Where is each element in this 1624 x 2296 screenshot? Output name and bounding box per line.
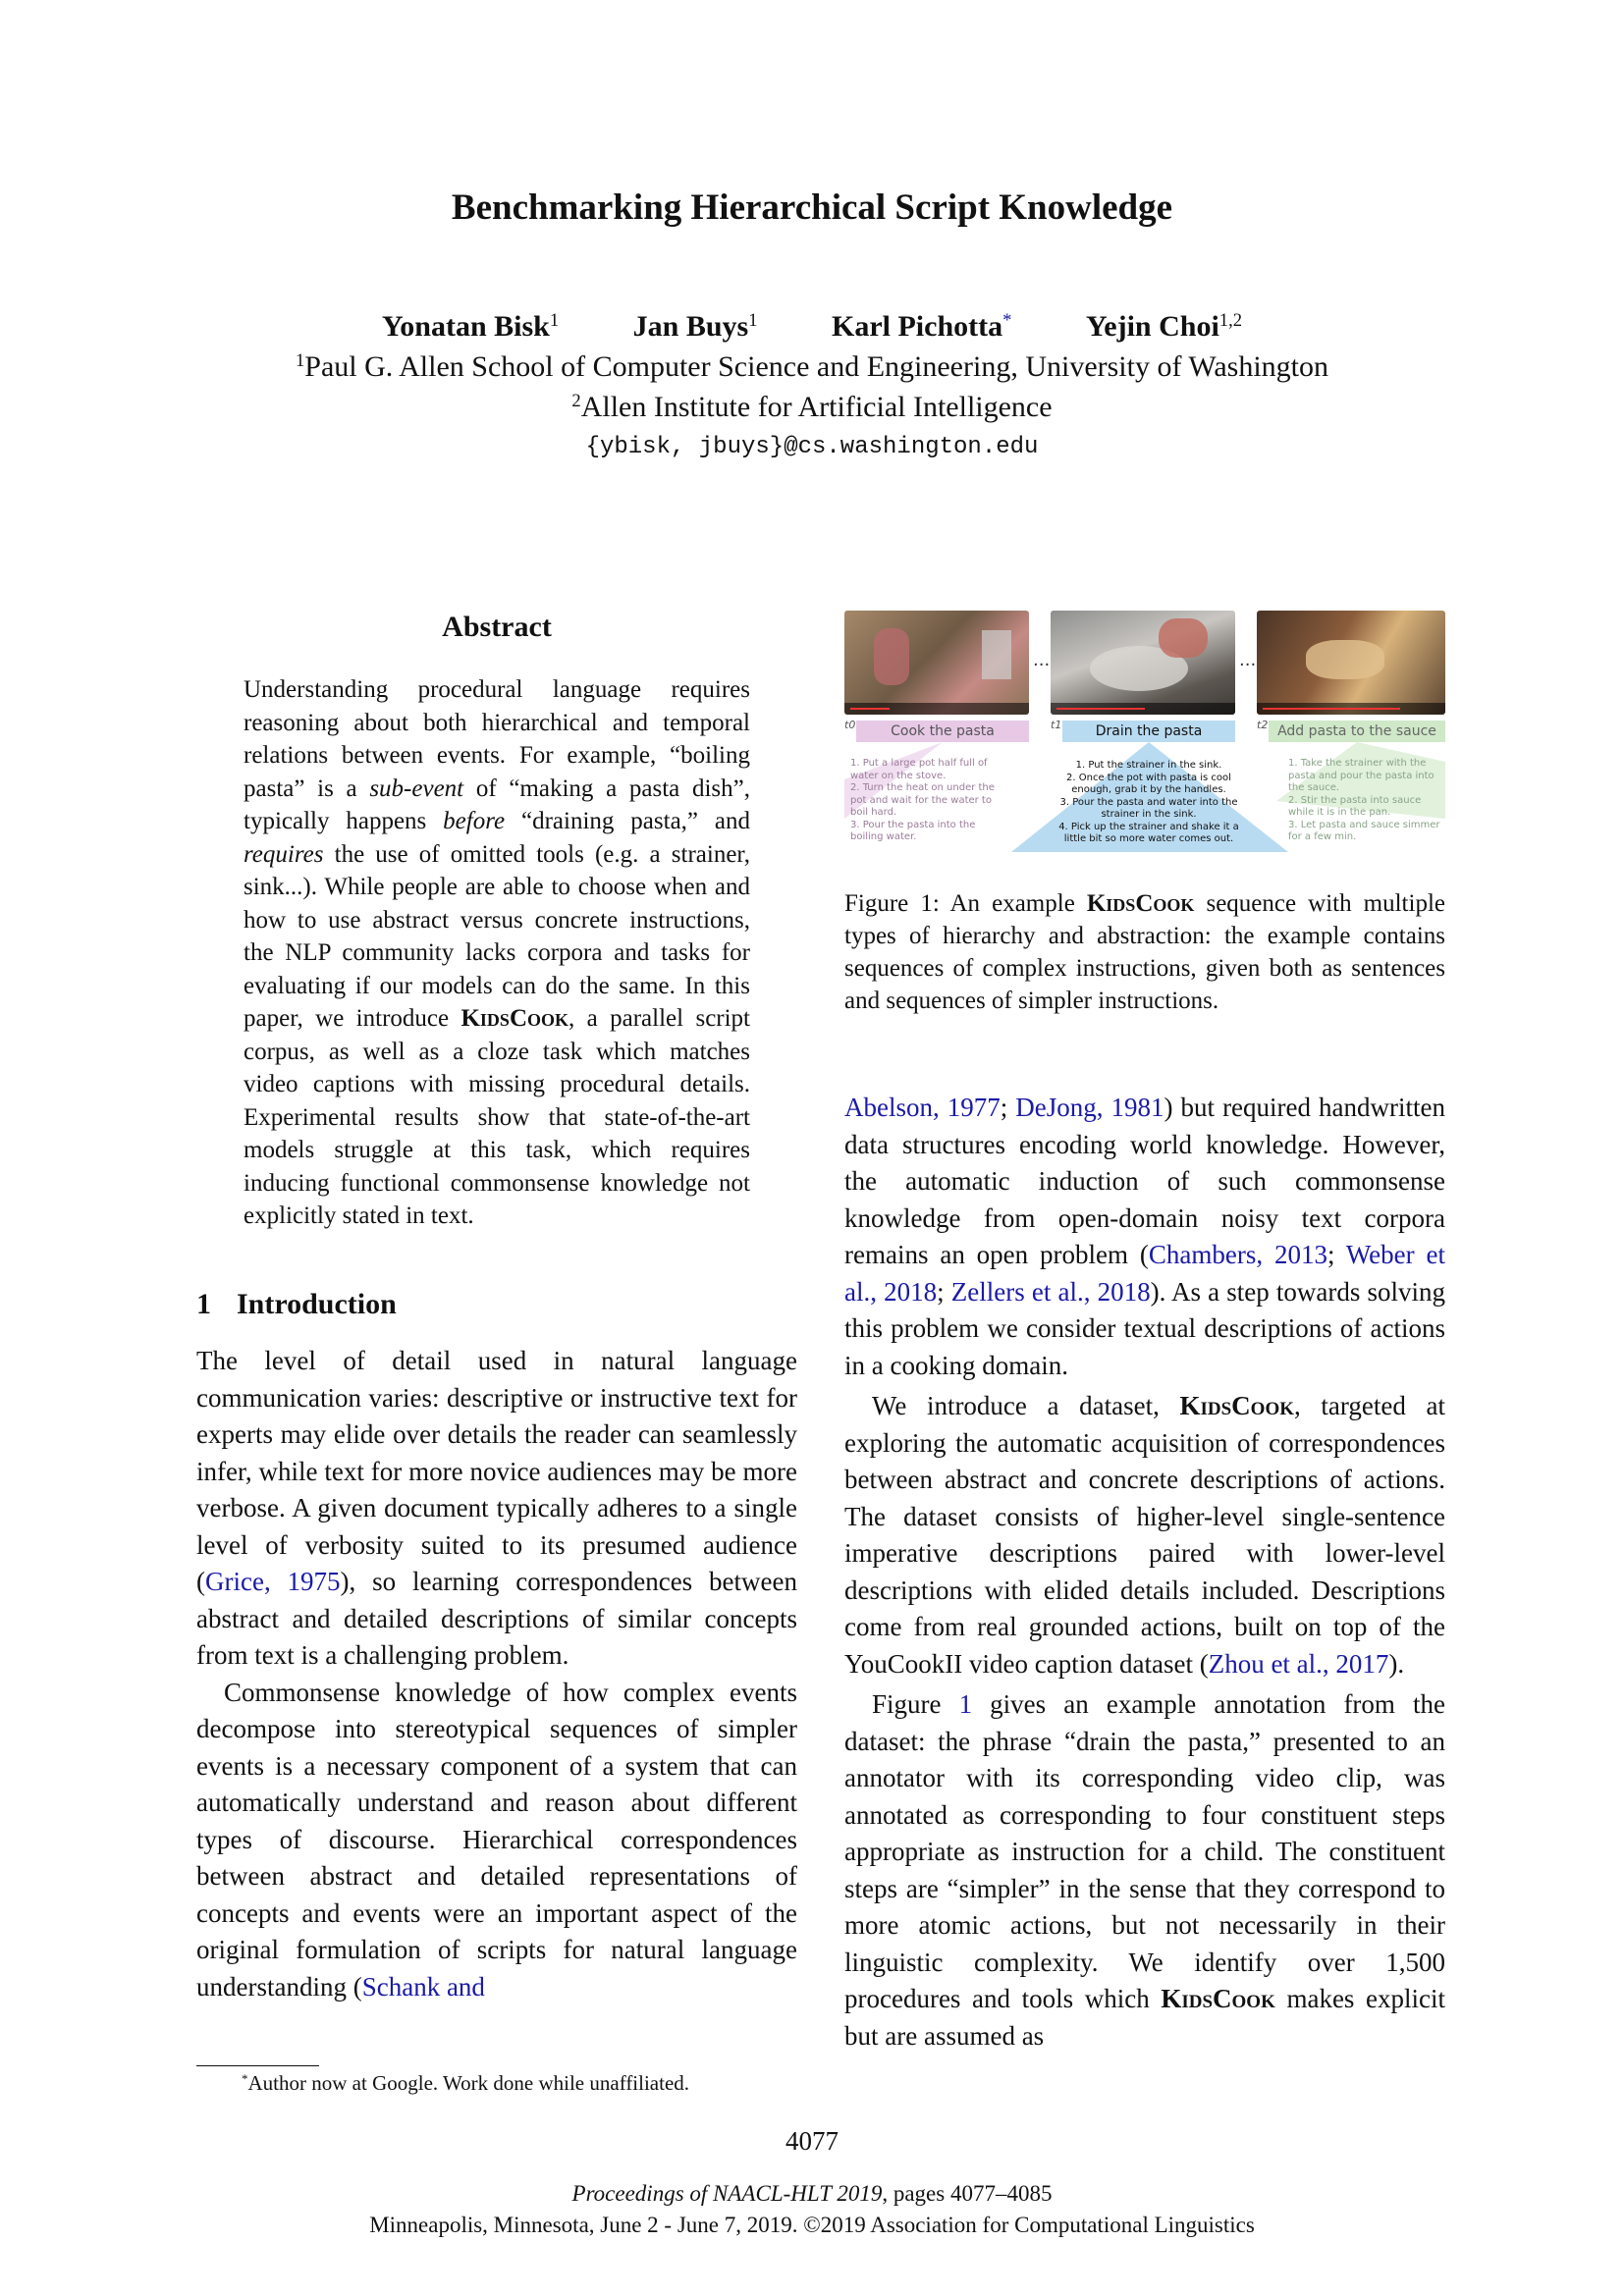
figure-1 <box>844 611 1445 860</box>
author: Jan Buys$^1$ <box>632 309 758 343</box>
footnote: *Author now at Google. Work done while unaffiliated. <box>242 2070 690 2095</box>
footer-location: Minneapolis, Minnesota, June 2 - June 7, 2019. ©2019 Association for Computational Linguistics <box>369 2213 1255 2237</box>
time-label: t2 <box>1257 719 1269 731</box>
author: Karl Pichotta* <box>832 309 1012 343</box>
intro-left-column <box>196 1343 797 2005</box>
ellipsis: ... <box>1033 650 1051 670</box>
intro-right-column <box>844 1090 1445 2055</box>
citation-link[interactable]: Zhou et al., 2017 <box>1208 1648 1389 1679</box>
footnote-rule <box>196 2065 319 2066</box>
citation-link[interactable]: Chambers, 2013 <box>1148 1240 1327 1269</box>
event-label: Add pasta to the sauce <box>1269 721 1445 742</box>
affiliation-2: $^2$Allen Institute for Artificial Intelligence <box>571 390 1053 423</box>
paragraph: Abelson, 1977; DeJong, 1981) but required handwritten data structures encoding world knowledge. However, the automatic induction of such commonsense knowledge from open-domain noisy text corpora remains an open problem (Chambers, 2013; Weber et al., 2018; Zellers et al., 2018). As a step towards solving this problem we consider textual descriptions of actions in a cooking domain. <box>844 1093 1445 1380</box>
section-heading-introduction: 1 Introduction <box>196 1288 397 1320</box>
paragraph: Figure 1 gives an example annotation from the dataset: the phrase “drain the pasta,” presented to an annotator with its corresponding video clip, was annotated as corresponding to four constituent steps appropriate as instruction for a child. The constituent steps are “simpler” in the sense that they correspond to more atomic actions, but not necessarily in their linguistic complexity. We identify over 1,500 procedures and tools which KidsCook makes explicit but are assumed as <box>844 1689 1446 2051</box>
steps-drain-pasta: 1. Put the strainer in the sink. 2. Once the pot with pasta is cool enough, grab it by the handles. 3. Pour the pasta and water into the strainer in the sink. 4. Pick up the strainer and shake it a little bit so more water comes out. <box>1058 760 1239 844</box>
citation-link[interactable]: Zellers et al., 2018 <box>950 1276 1151 1307</box>
citation-link[interactable]: Schank and <box>361 1971 485 2002</box>
abstract-body: Understanding procedural language requires reasoning about both hierarchical and temporal relations between events. For example, “boiling pasta” is a sub-event of “making a pasta dish”, typically happens before “draining pasta,” and requires the use of omitted tools (e.g. a strainer, sink...). While people are able to choose when and how to use abstract versus concrete instructions, the NLP community lacks corpora and tasks for evaluating if our models can do the same. In this paper, we introduce KidsCook, a parallel script corpus, as well as a cloze task which matches video captions with missing procedural details. Experimental results show that state-of-the-art models struggle at this task, which requires inducing functional commonsense knowledge not explicitly stated in text. <box>244 676 751 1229</box>
author-list <box>0 310 1624 344</box>
time-label: t0 <box>844 719 856 731</box>
paragraph: Commonsense knowledge of how complex events decompose into stereotypical sequences of simpler events is a necessary component of a system that can automatically understand and reason about different types of discourse. Hierarchical correspondences between abstract and detailed representations of concepts and events were an important aspect of the original formulation of scripts for natural language understanding (Schank and <box>196 1677 797 2002</box>
ellipsis: ... <box>1239 650 1257 670</box>
steps-add-pasta: 1. Take the strainer with the pasta and pour the pasta into the sauce. 2. Stir the pasta into sauce while it is in the pan. 3. Let pasta and sauce simmer for a few min. <box>1288 758 1440 842</box>
author: Yejin Choi$^{1,2}$ <box>1085 309 1243 343</box>
figure-reference-link[interactable]: 1 <box>958 1689 973 1719</box>
citation-link[interactable]: DeJong, 1981 <box>1015 1093 1164 1122</box>
page-number: 4077 <box>785 2126 839 2156</box>
author: Yonatan Bisk$^1$ <box>381 309 560 343</box>
video-frame-image <box>1257 611 1445 715</box>
video-frame-image <box>844 611 1029 715</box>
affiliation-1: $^1$Paul G. Allen School of Computer Science and Engineering, University of Washington <box>296 349 1328 383</box>
kidscook-name: KidsCook <box>460 1005 569 1032</box>
paper-title: Benchmarking Hierarchical Script Knowledge <box>451 187 1173 228</box>
video-frame-image <box>1051 611 1235 715</box>
citation-link[interactable]: Abelson, 1977 <box>844 1093 1001 1122</box>
footer-venue: Proceedings of NAACL-HLT 2019, pages 4077–4085 <box>571 2181 1053 2206</box>
steps-cook-pasta: 1. Put a large pot half full of water on the stove. 2. Turn the heat on under the pot and wait for the water to boil hard. 3. Pour the pasta into the boiling water. <box>850 758 995 842</box>
citation-link[interactable]: Weber et al., 2018 <box>844 1240 1445 1307</box>
event-label: Drain the pasta <box>1062 721 1235 742</box>
figure-1-caption: Figure 1: An example KidsCook sequence with multiple types of hierarchy and abstraction: the example contains sequences of complex instructions, given both as sentences and sequences of simpler instructions. <box>844 890 1445 1014</box>
paragraph: We introduce a dataset, KidsCook, targeted at exploring the automatic acquisition of correspondences between abstract and concrete descriptions of actions. The dataset consists of higher-level single-sentence imperative descriptions paired with lower-level descriptions with elided details included. Descriptions come from real grounded actions, built on top of the YouCookII video caption dataset (Zhou et al., 2017). <box>844 1391 1445 1679</box>
author-email: {ybisk, jbuys}@cs.washington.edu <box>585 434 1039 460</box>
abstract-heading: Abstract <box>442 611 552 643</box>
time-label: t1 <box>1051 719 1062 731</box>
citation-link[interactable]: Grice, 1975 <box>205 1567 341 1596</box>
event-label: Cook the pasta <box>856 721 1029 742</box>
paragraph: The level of detail used in natural language communication varies: descriptive or instructive text for experts may elide over details the reader can seamlessly infer, while text for more novice audiences may be more verbose. A given document typically adheres to a single level of verbosity suited to its presumed audience (Grice, 1975), so learning correspondences between abstract and detailed descriptions of similar concepts from text is a challenging problem. <box>196 1346 797 1670</box>
